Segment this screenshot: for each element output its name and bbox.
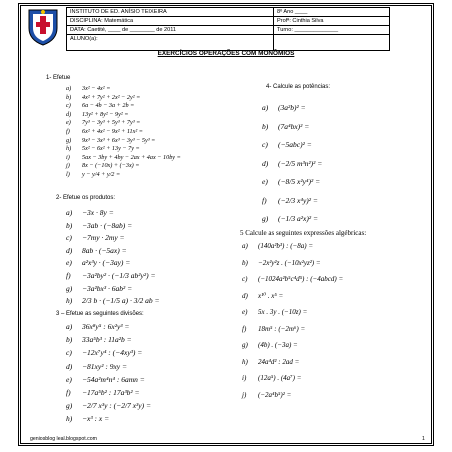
- s1-exercise-10: [66, 172, 120, 178]
- s5-exercise-7: [242, 359, 299, 366]
- exercise-expression: (7a⁴bx)² =: [278, 121, 310, 131]
- s1-exercise-9: [66, 163, 139, 169]
- exercise-label: e): [242, 308, 248, 316]
- exercise-expression: (−2/5 m³n²)² =: [278, 158, 323, 168]
- exercise-expression: 33a⁵b³ : 11a²b =: [82, 335, 132, 345]
- teacher: Profª: Cinthia Silva: [274, 17, 389, 26]
- exercise-label: d): [66, 361, 73, 371]
- exercise-expression: (−8/5 x²y⁴)² =: [278, 177, 321, 186]
- exercise-expression: −81xy² : 9xy =: [82, 361, 128, 371]
- s2-exercise-7: [66, 297, 160, 305]
- exercise-expression: −x³ : x =: [82, 414, 110, 424]
- s2-exercise-5: [66, 272, 156, 280]
- exercise-label: d): [66, 110, 72, 118]
- header-box: [66, 7, 390, 51]
- exercise-expression: (−1/3 a²x)² =: [278, 214, 319, 223]
- exercise-expression: (12a⁵) . (4a⁷) =: [258, 374, 302, 382]
- exercise-label: f): [66, 128, 70, 135]
- s1-exercise-5: [66, 129, 143, 135]
- exercise-expression: a²x³y · (−3ay) =: [82, 258, 131, 268]
- discipline: DISCIPLINA: Matemática: [67, 17, 273, 26]
- s1-exercise-4: [66, 120, 140, 126]
- s1-exercise-3: [66, 112, 128, 118]
- exercise-expression: (4b) . (−3a) =: [258, 341, 298, 349]
- exercise-expression: 6a − 4b − 3a + 2b =: [82, 102, 135, 110]
- exercise-label: e): [262, 177, 268, 186]
- s4-exercise-3: [262, 160, 322, 168]
- exercise-expression: −3a²by² · (−1/3 ab²y²) =: [82, 271, 156, 280]
- s1-exercise-8: [66, 155, 181, 161]
- s4-exercise-0: [262, 104, 306, 112]
- page-number: 1: [422, 436, 425, 442]
- exercise-expression: −2x²y²z . (−10x²yz²) =: [258, 258, 321, 267]
- s4-exercise-6: [262, 215, 318, 223]
- s1-exercise-1: [66, 95, 140, 101]
- shift: Turno: ______________: [274, 26, 389, 35]
- exercise-label: b): [262, 121, 269, 131]
- exercise-expression: 3x² − 4x² =: [82, 85, 111, 92]
- exercise-label: d): [66, 245, 73, 255]
- s5-exercise-6: [242, 342, 298, 349]
- exercise-expression: −3a²bx³ · 6ab² =: [82, 283, 133, 293]
- exercise-label: g): [66, 283, 73, 293]
- exercise-expression: −3x · 8y =: [82, 208, 114, 217]
- exercise-expression: −12x⁷y⁴ : (−4xy³) =: [82, 348, 143, 358]
- s3-exercise-2: [66, 349, 142, 357]
- exercise-label: e): [66, 258, 72, 268]
- exercise-label: d): [242, 291, 248, 300]
- exercise-expression: (3a²b)² =: [278, 103, 306, 112]
- footer-url: geniosblog leal.blogspot.com: [30, 436, 97, 442]
- exercise-label: c): [66, 233, 72, 243]
- school-name: INSTITUTO DE ED. ANÍSIO TEIXEIRA: [67, 8, 273, 17]
- exercise-expression: 7y³ − 3y³ + 5y³ + 7y³ =: [82, 119, 141, 127]
- s1-exercise-0: [66, 86, 110, 92]
- exercise-expression: (140a²b³) : (−8a) =: [258, 242, 314, 250]
- s5-exercise-3: [242, 293, 283, 300]
- exercise-label: a): [66, 322, 73, 331]
- exercise-label: b): [66, 335, 73, 345]
- s3-exercise-6: [66, 402, 151, 410]
- s2-exercise-2: [66, 234, 125, 242]
- s3-exercise-7: [66, 415, 109, 423]
- s3-exercise-0: [66, 323, 129, 331]
- exercise-label: h): [66, 414, 73, 424]
- exercise-label: c): [242, 275, 248, 283]
- section-3-title: 3 – Efetue as seguintes divisões:: [56, 311, 144, 317]
- exercise-label: i): [66, 153, 70, 161]
- s1-exercise-7: [66, 146, 140, 152]
- exercise-expression: (−5abc)² =: [278, 140, 312, 149]
- s1-exercise-6: [66, 138, 155, 144]
- exercise-expression: x¹⁰ . x⁵ =: [258, 291, 284, 300]
- s5-exercise-2: [242, 276, 343, 283]
- exercise-expression: 8ab · (−5ax) =: [82, 245, 127, 255]
- exercise-label: b): [242, 258, 248, 267]
- s4-exercise-5: [262, 197, 318, 205]
- exercise-expression: 9x³ − 3x³ + 6x³ − 3y³ − 5y³ =: [82, 136, 156, 144]
- exercise-label: i): [242, 374, 247, 382]
- exercise-expression: 18m⁵ : (−2m⁶) =: [258, 324, 306, 333]
- exercise-expression: (−2/3 x⁴y)² =: [278, 195, 318, 205]
- exercise-label: h): [66, 296, 73, 306]
- exercise-label: d): [262, 158, 269, 168]
- exercise-expression: 6x² + 4x² − 9x² + 11x² =: [82, 128, 143, 135]
- exercise-label: a): [242, 242, 248, 250]
- s2-exercise-0: [66, 209, 114, 217]
- exercise-label: a): [66, 208, 73, 217]
- s4-exercise-2: [262, 141, 312, 149]
- s4-exercise-4: [262, 178, 320, 186]
- exercise-label: j): [66, 162, 70, 170]
- header-left: [67, 8, 274, 50]
- date-line: DATA: Caetité, ____ de ________ de 2011: [67, 26, 273, 35]
- exercise-expression: y − y/4 + y/2 =: [82, 171, 121, 178]
- school-logo-icon: [26, 6, 60, 46]
- s5-exercise-8: [242, 375, 301, 382]
- s5-exercise-9: [242, 392, 291, 399]
- exercise-expression: 5x . 3y . (−10z) =: [258, 308, 308, 316]
- exercise-label: f): [66, 388, 71, 397]
- exercise-expression: 36x⁸y⁵ : 6x²y³ =: [82, 322, 130, 331]
- exercise-label: b): [66, 93, 72, 101]
- exercise-expression: 2/3 b · (−1/5 a) · 3/2 ab =: [82, 296, 160, 306]
- s5-exercise-1: [242, 260, 321, 267]
- exercise-label: b): [66, 220, 73, 230]
- exercise-expression: 4x² + 7y² + 2x² − 2y² =: [82, 93, 141, 101]
- s5-exercise-0: [242, 243, 313, 250]
- s3-exercise-1: [66, 336, 132, 344]
- student-line: ALUNO(a):: [70, 36, 98, 42]
- s2-exercise-3: [66, 247, 127, 255]
- s3-exercise-5: [66, 389, 140, 397]
- exercise-label: l): [66, 171, 70, 178]
- exercise-label: g): [262, 214, 269, 223]
- exercise-expression: −17a⁵b² : 17a³b² =: [82, 388, 140, 397]
- s3-exercise-3: [66, 363, 127, 371]
- exercise-label: c): [66, 348, 72, 358]
- exercise-expression: −3ab · (−8ab) =: [82, 220, 133, 230]
- header-right: [274, 8, 389, 35]
- grade: 8º Ano ____: [274, 8, 389, 17]
- s5-exercise-4: [242, 309, 307, 316]
- document-title: EXERCÍCIOS OPERAÇÕES COM MONÔMIOS: [157, 50, 295, 57]
- exercise-expression: −54a²m⁴n⁴ : 6amn =: [82, 374, 145, 384]
- exercise-label: e): [66, 374, 72, 384]
- exercise-label: a): [66, 85, 72, 92]
- exercise-expression: 13y² + 8y² − 9y² =: [82, 110, 129, 118]
- exercise-label: h): [66, 145, 72, 153]
- exercise-expression: (−2a⁴b⁵)² =: [258, 390, 292, 399]
- exercise-expression: (−1024a²b⁵c⁴d⁵) : (−4abcd) =: [258, 275, 344, 283]
- exercise-label: a): [262, 103, 269, 112]
- exercise-label: e): [66, 119, 71, 127]
- s3-exercise-4: [66, 376, 145, 384]
- section-4-title: 4- Calcule as potências:: [266, 84, 331, 90]
- s2-exercise-1: [66, 222, 132, 230]
- s2-exercise-4: [66, 259, 130, 267]
- exercise-expression: −2/7 x³y : (−2/7 x³y) =: [82, 401, 152, 411]
- exercise-label: c): [66, 102, 71, 110]
- exercise-label: c): [262, 140, 268, 149]
- exercise-expression: 8x − (−10x) + (−3x) =: [82, 162, 140, 170]
- exercise-label: h): [242, 357, 248, 366]
- exercise-expression: 5ax − 3by + 4by − 2ax + 4ax − 10by =: [82, 153, 181, 161]
- exercise-label: j): [242, 390, 247, 399]
- exercise-label: f): [66, 271, 71, 280]
- s5-exercise-5: [242, 326, 305, 333]
- exercise-label: g): [242, 341, 248, 349]
- exercise-label: f): [242, 324, 247, 333]
- section-1-title: 1- Efetue: [46, 75, 71, 81]
- exercise-expression: 5x² − 6x² + 13y − 7y =: [82, 145, 140, 153]
- s4-exercise-1: [262, 123, 309, 131]
- exercise-label: g): [66, 136, 72, 144]
- s2-exercise-6: [66, 285, 132, 293]
- exercise-expression: −7my · 2my =: [82, 233, 125, 243]
- s1-exercise-2: [66, 103, 134, 109]
- section-2-title: 2- Efetue os produtos:: [56, 195, 116, 201]
- exercise-label: f): [262, 195, 267, 205]
- exercise-label: g): [66, 401, 73, 411]
- exercise-expression: 24a⁴d² : 2ad =: [258, 357, 300, 366]
- section-5-title: 5 Calcule as seguintes expressões algébricas:: [240, 229, 367, 237]
